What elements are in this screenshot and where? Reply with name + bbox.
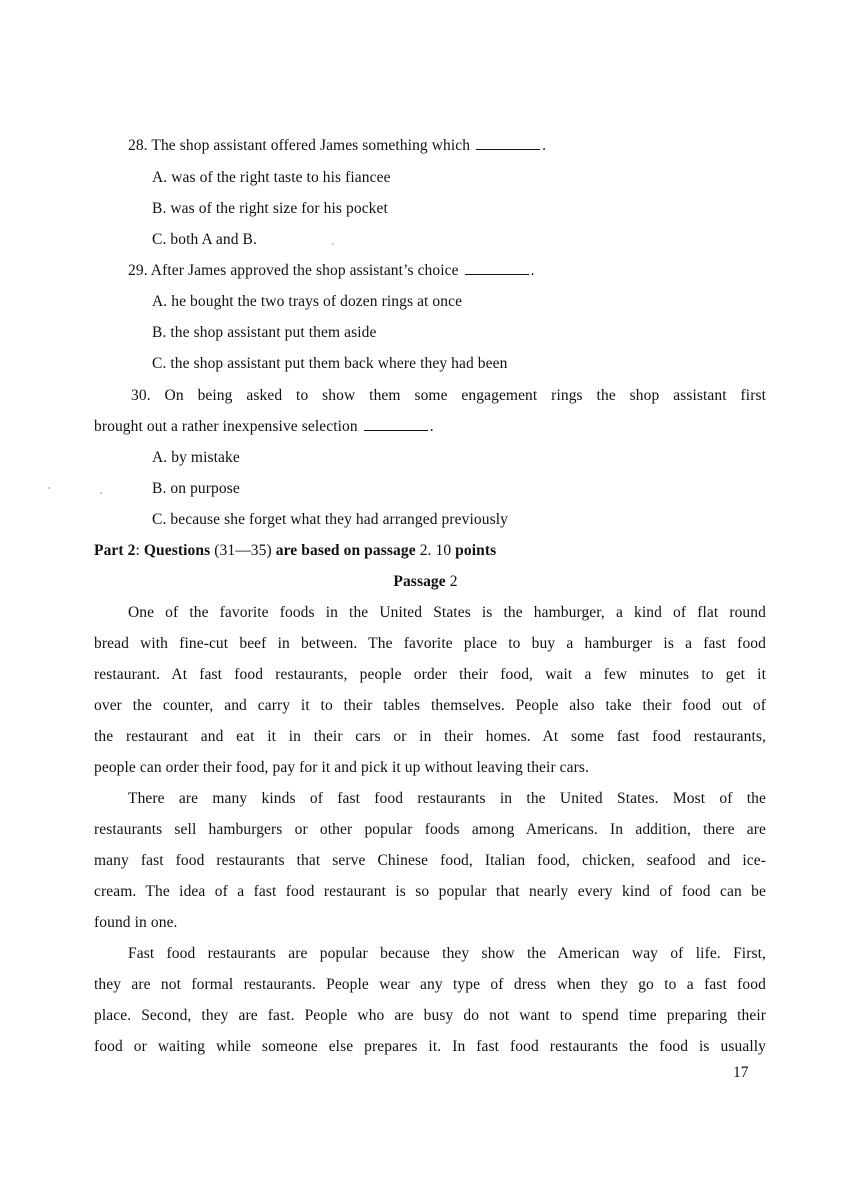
passage-line: restaurant. At fast food restaurants, people order their food, wait a few minutes to get it: [94, 666, 766, 683]
passage-line: place. Second, they are fast. People who are busy do not want to spend time preparing their: [94, 1007, 766, 1024]
passage-line: found in one.: [94, 914, 178, 931]
passage-line: bread with fine-cut beef in between. The favorite place to buy a hamburger is a fast food: [94, 635, 766, 652]
passage-line: food or waiting while someone else prepares it. In fast food restaurants the food is usually: [94, 1038, 766, 1055]
scan-speck: [332, 243, 334, 245]
question-28-option-b: B. was of the right size for his pocket: [152, 200, 388, 217]
part-colon: :: [135, 542, 140, 559]
question-29-stem: [128, 261, 535, 281]
passage-line: cream. The idea of a fast food restaurant is so popular that nearly every kind of food can be: [94, 883, 766, 900]
passage-title-word: Passage: [393, 573, 446, 590]
question-28-stem: [128, 136, 546, 156]
question-29-option-a: A. he bought the two trays of dozen rings at once: [152, 293, 463, 310]
passage-line: the restaurant and eat it in their cars or in their homes. At some fast food restaurants,: [94, 728, 766, 745]
passage-title-number: 2: [449, 573, 458, 590]
question-30-option-c: C. because she forget what they had arranged previously: [152, 511, 508, 528]
question-28-tail: .: [542, 137, 547, 154]
passage-title: [0, 572, 851, 592]
question-30-option-b: B. on purpose: [152, 480, 240, 497]
question-30-stem-line-2: [94, 417, 434, 437]
scan-speck: [100, 492, 102, 494]
page-number: 17: [733, 1064, 749, 1081]
passage-line: many fast food restaurants that serve Chinese food, Italian food, chicken, seafood and ice-: [94, 852, 766, 869]
question-28-option-c: C. both A and B.: [152, 231, 257, 248]
scan-speck: [48, 487, 50, 489]
passage-line: over the counter, and carry it to their tables themselves. People also take their food out of: [94, 697, 766, 714]
answer-blank: [465, 262, 529, 275]
question-30-stem-line-1: 30. On being asked to show them some engagement rings the shop assistant first: [131, 387, 766, 404]
questions-label: Questions: [143, 542, 211, 559]
answer-blank: [364, 418, 428, 431]
points-label: points: [455, 542, 497, 559]
passage-line: There are many kinds of fast food restaurants in the United States. Most of the: [128, 790, 766, 807]
based-on-text: are based on passage: [275, 542, 416, 559]
question-range: (31—35): [214, 542, 272, 559]
question-30-text: brought out a rather inexpensive selection: [94, 418, 358, 435]
part-2-heading: [94, 541, 496, 561]
question-29-option-b: B. the shop assistant put them aside: [152, 324, 377, 341]
question-28-text: 28. The shop assistant offered James something which: [128, 137, 471, 154]
passage-line: they are not formal restaurants. People wear any type of dress when they go to a fast food: [94, 976, 766, 993]
question-29-text: 29. After James approved the shop assistant’s choice: [128, 262, 459, 279]
question-29-tail: .: [530, 262, 535, 279]
passage-points-number: 2. 10: [419, 542, 452, 559]
passage-line: restaurants sell hamburgers or other popular foods among Americans. In addition, there are: [94, 821, 766, 838]
passage-line: people can order their food, pay for it and pick it up without leaving their cars.: [94, 759, 590, 776]
question-30-tail: .: [429, 418, 434, 435]
answer-blank: [476, 137, 540, 150]
passage-line: One of the favorite foods in the United States is the hamburger, a kind of flat round: [128, 604, 766, 621]
question-30-option-a: A. by mistake: [152, 449, 240, 466]
passage-line: Fast food restaurants are popular because they show the American way of life. First,: [128, 945, 766, 962]
question-29-option-c: C. the shop assistant put them back where they had been: [152, 355, 508, 372]
part-label: Part 2: [94, 542, 136, 559]
question-28-option-a: A. was of the right taste to his fiancee: [152, 169, 391, 186]
